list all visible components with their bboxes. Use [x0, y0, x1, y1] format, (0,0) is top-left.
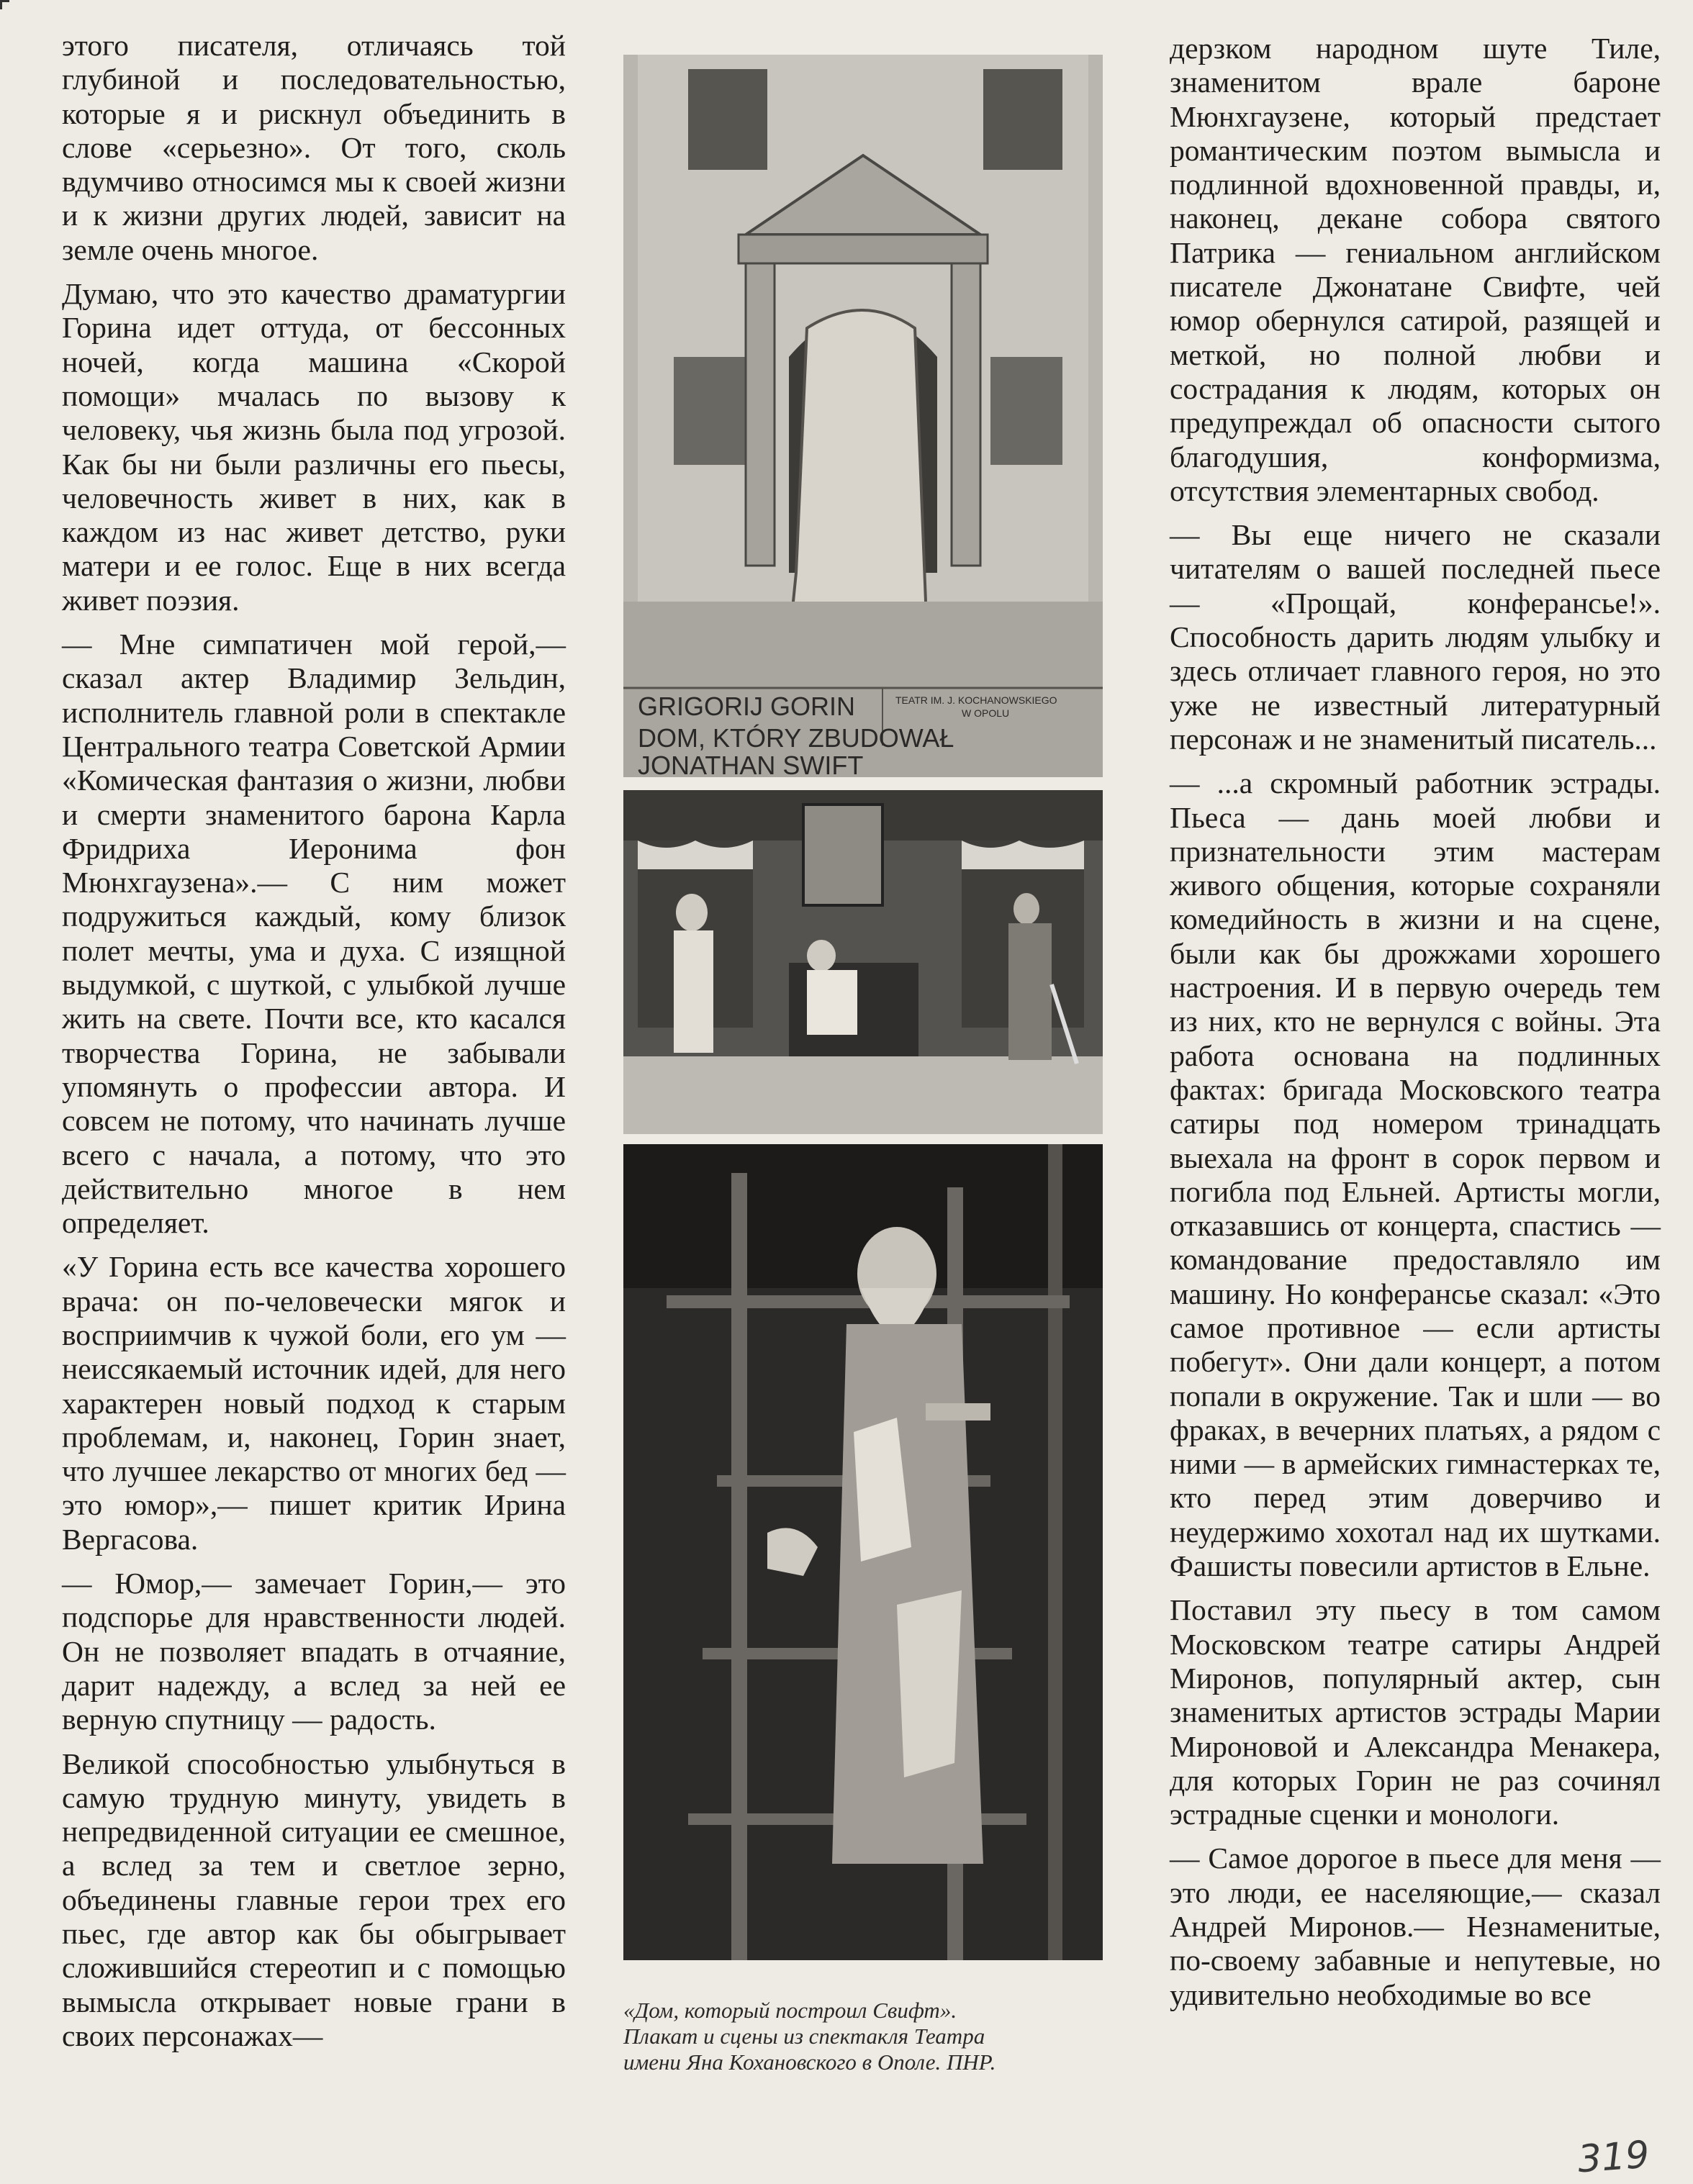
page-number: 319: [1576, 2133, 1651, 2182]
poster-title-line: GRIGORIJ GORIN: [638, 692, 856, 721]
caption-line: Плакат и сцены из спектакля Театра: [623, 2024, 985, 2049]
caption-line: «Дом, который построил Свифт».: [623, 1998, 957, 2023]
poster-small-text: TEATR IM. J. KOCHANOWSKIEGO: [895, 694, 1057, 706]
paragraph: Поставил эту пьесу в том самом Московском театре сатиры Андрей Миронов, популярный актер, сын знаменитых артистов эстрады Марии Мироновой и Александра Менакера, для которых Горин не раз сочинял эстрадные сценки и монологи.: [1170, 1593, 1661, 1831]
poster-title-line: JONATHAN SWIFT: [638, 751, 864, 777]
cage-scene-photo: [623, 1144, 1103, 1960]
scan-corner-mark: [0, 0, 9, 9]
paragraph: Великой способностью улыбнуться в самую трудную минуту, увидеть в непредвиденной ситуации ее смешное, а вслед за тем и светлое зерно, объединены главные герои трех его пьес, где автор как бы обыгрывает сложившийся стереотип и с помощью вымысла открывает новые грани в своих персонажах—: [62, 1746, 566, 2052]
stage-scene-photo: [623, 790, 1103, 1134]
photo-caption: [623, 1998, 1113, 2075]
caption-line: имени Яна Кохановского в Ополе. ПНР.: [623, 2049, 996, 2075]
paragraph: дерзком народном шуте Тиле, знаменитом врале бароне Мюнхгаузене, который предстает романтическим поэтом вымысла и подлинной вдохновенной правды, и, наконец, декане собора святого Патрика — гениальном английском писателе Джонатане Свифте, чей юмор обернулся сатирой, разящей и меткой, но полной любви и сострадания к людям, которых он предупреждал об опасности сытого благодушия, конформизма, отсутствия элементарных свобод.: [1170, 32, 1661, 507]
paragraph: — Самое дорогое в пьесе для меня — это люди, ее населяющие,— сказал Андрей Миронов.— Незнаменитые, по-своему забавные и непутевые, но удивительно необходимые во все: [1170, 1841, 1661, 2011]
paragraph: этого писателя, отличаясь той глубиной и последовательностью, которые я и рискнул объединить в слове «серьезно». От того, сколь вдумчиво относимся мы к своей жизни и к жизни других людей, зависит на земле очень многое.: [62, 29, 566, 266]
paragraph: — Юмор,— замечает Горин,— это подспорье для нравственности людей. Он не позволяет впадать в отчаяние, дарит надежду, а вслед за ней ее верную спутницу — радость.: [62, 1567, 566, 1736]
left-text-column: [62, 29, 566, 2063]
paragraph: — Вы еще ничего не сказали читателям о вашей последней пьесе — «Прощай, конферансье!». Способность дарить людям улыбку и здесь отличает главного героя, но это уже не известный литературный персонаж и не знаменитый писатель...: [1170, 518, 1661, 756]
poster-photo: [623, 55, 1103, 777]
poster-small-text: W OPOLU: [962, 707, 1010, 719]
paragraph: Думаю, что это качество драматургии Горина идет оттуда, от бессонных ночей, когда машина «Скорой помощи» мчалась по вызову к человеку, чья жизнь была под угрозой. Как бы ни были различны его пьесы, человечность живет в них, как в каждом из нас живет детство, руки матери и ее голос. Еще в них всегда живет поэзия.: [62, 277, 566, 617]
paragraph: «У Горина есть все качества хорошего врача: он по-человечески мягок и восприимчив к чужой боли, его ум — неиссякаемый источник идей, для него характерен новый подход к старым проблемам, и, наконец, Горин знает, что лучшее лекарство от многих бед — это юмор»,— пишет критик Ирина Вергасова.: [62, 1250, 566, 1556]
paragraph: — ...а скромный работник эстрады. Пьеса — дань моей любви и признательности этим мастерам живого общения, которые сохраняли комедийность в жизни и на сцене, были как бы дрожжами хорошего настроения. И в первую очередь тем из них, кто не вернулся с войны. Эта работа основана на подлинных фактах: бригада Московского театра сатиры под номером тринадцать выехала на фронт в сорок первом и погибла под Ельней. Артисты могли, отказавшись от концерта, спастись — командование предоставляло им машину. Но конферансье сказал: «Это самое противное — если артисты побегут». Они дали концерт, а потом попали в окружение. Так и шли — во фраках, в вечерних платьях, а рядом с ними — в армейских гимнастерках те, кто перед этим доверчиво и неудержимо хохотал над их шутками. Фашисты повесили артистов в Ельне.: [1170, 766, 1661, 1583]
paragraph: — Мне симпатичен мой герой,— сказал актер Владимир Зельдин, исполнитель главной роли в спектакле Центрального театра Советской Армии «Комическая фантазия о жизни, любви и смерти знаменитого барона Карла Фридриха Иеронима фон Мюнхгаузена».— С ним может подружиться каждый, кому близок полет мечты, ума и духа. С изящной выдумкой, с шуткой, с улыбкой лучше жить на свете. Почти все, кто касался творчества Горина, не забывали упомянуть о профессии автора. И совсем не потому, что начинать лучше всего с начала, а потому, что это действительно многое в нем определяет.: [62, 627, 566, 1240]
right-text-column: [1170, 32, 1661, 2022]
poster-title-line: DOM, KTÓRY ZBUDOWAŁ: [638, 723, 954, 753]
